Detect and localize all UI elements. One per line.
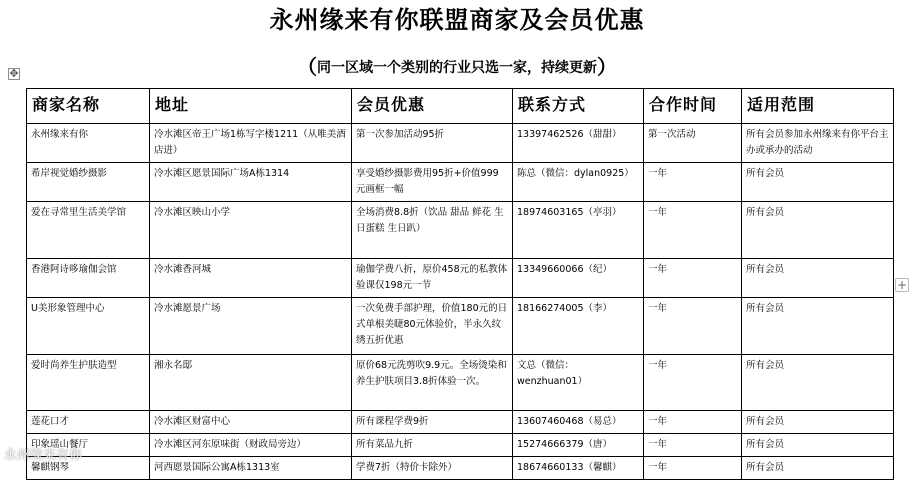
table-row — [27, 124, 894, 163]
subtitle-text: 同一区域一个类别的行业只选一家，持续更新 — [317, 60, 597, 76]
period-cell: 一年 — [644, 259, 742, 298]
period-cell: 一年 — [644, 298, 742, 355]
table-row — [27, 163, 894, 202]
scope-cell: 所有会员 — [742, 434, 894, 457]
column-header-contact: 联系方式 — [513, 89, 644, 124]
period-cell: 一年 — [644, 202, 742, 259]
period-cell: 一年 — [644, 163, 742, 202]
table-row — [27, 434, 894, 457]
merchant-name-cell: 莲花口才 — [27, 411, 150, 434]
merchant-table — [26, 88, 894, 480]
contact-cell: 18674660133（馨麒） — [513, 457, 644, 480]
merchant-name-cell: U美形象管理中心 — [27, 298, 150, 355]
scope-cell: 所有会员 — [742, 457, 894, 480]
merchant-name-cell: 爱时尚养生护肤造型 — [27, 355, 150, 411]
benefit-cell: 享受婚纱摄影费用95折+价值999元画框一幅 — [352, 163, 513, 202]
page-title: 永州缘来有你联盟商家及会员优惠 — [269, 5, 645, 34]
column-header-address: 地址 — [150, 89, 352, 124]
contact-cell: 文总（微信：wenzhuan01） — [513, 355, 644, 411]
address-cell: 冷水滩区河东原味街（财政局旁边） — [150, 434, 352, 457]
address-cell: 湘永名邸 — [150, 355, 352, 411]
contact-cell: 陈总（微信：dylan0925） — [513, 163, 644, 202]
address-cell: 冷水滩区映山小学 — [150, 202, 352, 259]
table-row — [27, 259, 894, 298]
benefit-cell: 学费7折（特价卡除外） — [352, 457, 513, 480]
column-header-period: 合作时间 — [644, 89, 742, 124]
benefit-cell: 所有菜品九折 — [352, 434, 513, 457]
address-cell: 冷水滩愿景广场 — [150, 298, 352, 355]
column-header-scope: 适用范围 — [742, 89, 894, 124]
benefit-cell: 第一次参加活动95折 — [352, 124, 513, 163]
benefit-cell: 所有课程学费9折 — [352, 411, 513, 434]
period-cell: 一年 — [644, 355, 742, 411]
merchant-name-cell: 希岸视觉婚纱摄影 — [27, 163, 150, 202]
period-cell: 第一次活动 — [644, 124, 742, 163]
table-row — [27, 202, 894, 259]
table-header-row — [27, 89, 894, 124]
benefit-cell: 一次免费手部护理，价值180元的日式单根美睫80元体验价，半永久纹绣五折优惠 — [352, 298, 513, 355]
merchant-name-cell: 永州缘来有你 — [27, 124, 150, 163]
table-row — [27, 298, 894, 355]
contact-cell: 13397462526（甜甜） — [513, 124, 644, 163]
contact-cell: 18166274005（李） — [513, 298, 644, 355]
address-cell: 冷水滩区愿景国际广场A栋1314 — [150, 163, 352, 202]
scope-cell: 所有会员 — [742, 411, 894, 434]
scope-cell: 所有会员 — [742, 355, 894, 411]
subtitle-close-paren: ） — [597, 55, 617, 79]
address-cell: 冷水滩区财富中心 — [150, 411, 352, 434]
scope-cell: 所有会员参加永州缘来有你平台主办或承办的活动 — [742, 124, 894, 163]
address-cell: 河西愿景国际公寓A栋1313室 — [150, 457, 352, 480]
contact-cell: 18974603165（亭羽） — [513, 202, 644, 259]
column-header-benefit: 会员优惠 — [352, 89, 513, 124]
benefit-cell: 原价68元洗剪吹9.9元。全场烫染和养生护肤项目3.8折体验一次。 — [352, 355, 513, 411]
column-header-name: 商家名称 — [27, 89, 150, 124]
scope-cell: 所有会员 — [742, 202, 894, 259]
merchant-name-cell: 香港阿诗哆瑜伽会馆 — [27, 259, 150, 298]
contact-cell: 13349660066（纪） — [513, 259, 644, 298]
table-row — [27, 355, 894, 411]
table-row — [27, 457, 894, 480]
page-subtitle — [0, 56, 914, 79]
benefit-cell: 瑜伽学费八折，原价458元的私教体验课仅198元一节 — [352, 259, 513, 298]
benefit-cell: 全场消费8.8折（饮品 甜品 鲜花 生日蛋糕 生日趴） — [352, 202, 513, 259]
subtitle-open-paren: （ — [297, 55, 317, 79]
add-column-icon[interactable]: + — [896, 278, 908, 292]
merchant-name-cell: 印象瑶山餐厅 — [27, 434, 150, 457]
table-row — [27, 411, 894, 434]
merchant-name-cell: 爱在寻常里生活美学馆 — [27, 202, 150, 259]
period-cell: 一年 — [644, 457, 742, 480]
period-cell: 一年 — [644, 434, 742, 457]
scope-cell: 所有会员 — [742, 163, 894, 202]
address-cell: 冷水滩区帝王广场1栋写字楼1211（从唯美酒店进） — [150, 124, 352, 163]
address-cell: 冷水滩香河城 — [150, 259, 352, 298]
contact-cell: 13607460468（易总） — [513, 411, 644, 434]
contact-cell: 15274666379（唐） — [513, 434, 644, 457]
table-move-handle-icon[interactable]: ✥ — [9, 67, 19, 80]
period-cell: 一年 — [644, 411, 742, 434]
watermark: 永州缘来有你 — [4, 448, 83, 463]
merchant-name-cell: 馨麒钢琴 — [27, 457, 150, 480]
scope-cell: 所有会员 — [742, 298, 894, 355]
scope-cell: 所有会员 — [742, 259, 894, 298]
